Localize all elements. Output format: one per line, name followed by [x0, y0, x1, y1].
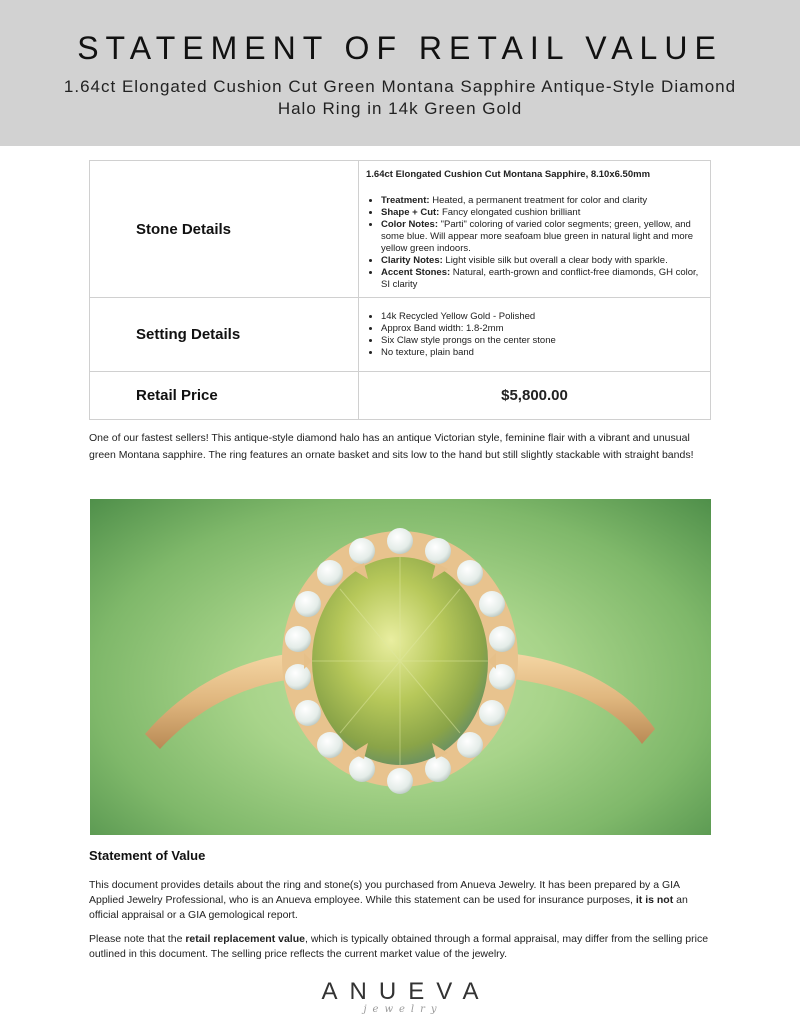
list-item: • Approx Band width: 1.8-2mm	[381, 323, 700, 335]
document-subtitle: 1.64ct Elongated Cushion Cut Green Montana Sapphire Antique-Style Diamond Halo Ring in 14k Green Gold	[63, 77, 737, 118]
item-value: Light visible silk but overall a clear body with sparkle.	[445, 255, 668, 266]
item-value: Natural, earth-grown and conflict-free diamonds, GH color, SI clarity	[381, 267, 699, 290]
statement-title: Statement of Value	[89, 848, 206, 863]
setting-details-cell	[359, 298, 711, 372]
statement-paragraph-2	[89, 932, 714, 962]
list-item	[381, 219, 700, 255]
details-table	[89, 160, 711, 420]
item-value: Fancy elongated cushion brilliant	[441, 207, 581, 218]
text-run: , which is typically obtained through a formal appraisal, may differ from the selling price outlined in this document. The selling price reflects the current market value of the jewelry.	[89, 933, 709, 960]
list-item: • 14k Recycled Yellow Gold - Polished	[381, 311, 700, 323]
retail-price-value: $5,800.00	[359, 372, 711, 420]
list-item	[381, 255, 700, 267]
statement-paragraph-1	[89, 878, 714, 923]
list-item: • No texture, plain band	[381, 347, 700, 359]
list-item	[381, 207, 700, 219]
ring-photo	[90, 499, 711, 835]
setting-details-label: Setting Details	[90, 298, 359, 372]
brand-logo	[0, 978, 800, 1015]
stone-list	[366, 195, 700, 291]
setting-list	[366, 311, 700, 359]
brand-name: ANUEVA	[321, 978, 491, 1005]
list-item: • Six Claw style prongs on the center stone	[381, 335, 700, 347]
header-banner	[0, 0, 800, 146]
item-key: Shape + Cut:	[381, 207, 440, 218]
stone-row	[90, 161, 711, 298]
item-value: "Parti" coloring of varied color segments; green, yellow, and some blue. Will appear more seafoam blue green in natural light and more yellow green indoors.	[381, 219, 694, 254]
stone-details-label: Stone Details	[90, 161, 359, 298]
stone-details-cell	[359, 161, 711, 298]
emphasis-text: it is not	[635, 894, 674, 906]
text-run: This document provides details about the ring and stone(s) you purchased from Anueva Jewelry. It has been prepared by a GIA Applied Jewelry Professional, who is an Anueva employee. While this statement can be used for insurance purposes,	[89, 879, 680, 906]
item-key: Color Notes:	[381, 219, 438, 230]
item-value: Heated, a permanent treatment for color and clarity	[432, 195, 648, 206]
list-item	[381, 267, 700, 291]
product-description: One of our fastest sellers! This antique-style diamond halo has an antique Victorian style, feminine flair with a vibrant and unusual green Montana sapphire. The ring features an ornate basket and sits low to the hand but still slightly stackable with straight bands!	[89, 432, 694, 461]
item-key: Treatment:	[381, 195, 430, 206]
price-row	[90, 372, 711, 420]
brand-tagline: jewelry	[363, 1004, 443, 1015]
item-key: Accent Stones:	[381, 267, 451, 278]
retail-price-label: Retail Price	[90, 372, 359, 420]
item-key: Clarity Notes:	[381, 255, 443, 266]
document-title: STATEMENT OF RETAIL VALUE	[77, 30, 723, 66]
text-run: an official appraisal or a GIA gemological report.	[89, 894, 688, 921]
emphasis-text: retail replacement value	[185, 933, 305, 945]
setting-row	[90, 298, 711, 372]
stone-title: 1.64ct Elongated Cushion Cut Montana Sapphire, 8.10x6.50mm	[366, 169, 651, 180]
text-run: Please note that the	[89, 933, 186, 945]
ring-illustration	[90, 499, 711, 835]
list-item	[381, 195, 700, 207]
